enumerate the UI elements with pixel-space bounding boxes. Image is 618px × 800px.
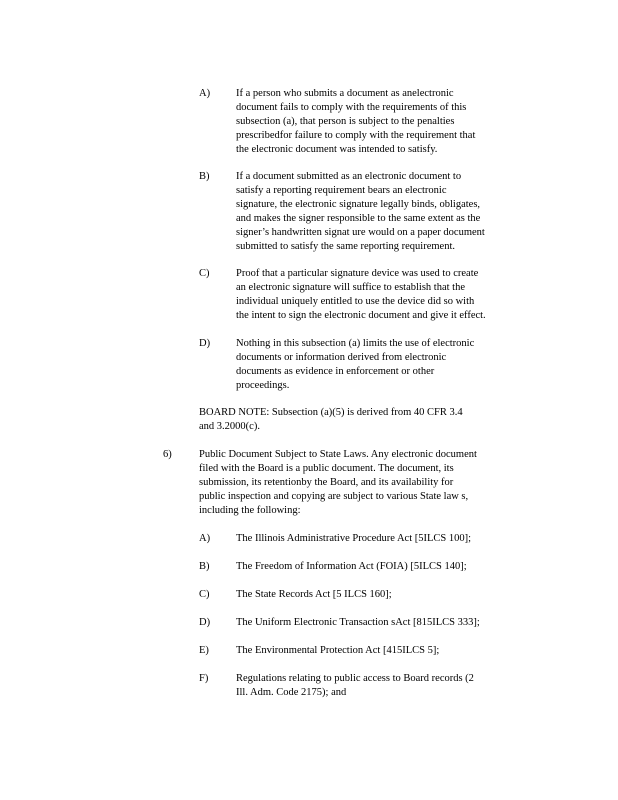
item-text: The State Records Act [5 ILCS 160]; bbox=[236, 589, 392, 600]
item-label: A) bbox=[199, 533, 211, 544]
item-text bbox=[236, 170, 500, 254]
text-line: prescribedfor failure to comply with the requirement that bbox=[236, 130, 476, 141]
text-line: document fails to comply with the requirements of this bbox=[236, 102, 467, 113]
text-line: including the following: bbox=[199, 505, 301, 516]
item-label: B) bbox=[199, 561, 210, 572]
text-line: and makes the signer responsible to the same extent as the bbox=[236, 213, 481, 224]
board-note bbox=[199, 406, 504, 434]
text-line: submitted to satisfy the same reporting requirement. bbox=[236, 241, 455, 252]
text-line: documents or information derived from electronic bbox=[236, 352, 447, 363]
item-label: D) bbox=[199, 338, 211, 349]
text-line: filed with the Board is a public document. The document, its bbox=[199, 463, 454, 474]
item-label: B) bbox=[199, 171, 210, 182]
item-text: The Uniform Electronic Transaction sAct [815ILCS 333]; bbox=[236, 617, 480, 628]
text-line: satisfy a reporting requirement bears an electronic bbox=[236, 185, 447, 196]
item-label: E) bbox=[199, 645, 209, 656]
text-line: an electronic signature will suffice to establish that the bbox=[236, 282, 465, 293]
text-line: BOARD NOTE: Subsection (a)(5) is derived from 40 CFR 3.4 bbox=[199, 407, 463, 418]
text-line: Nothing in this subsection (a) limits the use of electronic bbox=[236, 338, 475, 349]
item-text: The Freedom of Information Act (FOIA) [5ILCS 140]; bbox=[236, 561, 467, 572]
text-line: Ill. Adm. Code 2175); and bbox=[236, 687, 347, 698]
text-line: proceedings. bbox=[236, 380, 290, 391]
text-line: subsection (a), that person is subject to the penalties bbox=[236, 116, 455, 127]
item-text: The Illinois Administrative Procedure Act [5ILCS 100]; bbox=[236, 533, 472, 544]
text-line: submission, its retentionby the Board, and its availability for bbox=[199, 477, 454, 488]
item-text: The Environmental Protection Act [415ILCS 5]; bbox=[236, 645, 440, 656]
text-line: Regulations relating to public access to Board records (2 bbox=[236, 673, 474, 684]
text-line: Public Document Subject to State Laws. Any electronic document bbox=[199, 449, 477, 460]
item-label: D) bbox=[199, 617, 211, 628]
text-line: public inspection and copying are subject to various State law s, bbox=[199, 491, 469, 502]
section-text bbox=[199, 448, 513, 518]
text-line: the intent to sign the electronic document and give it effect. bbox=[236, 310, 486, 321]
text-line: Proof that a particular signature device was used to create bbox=[236, 268, 479, 279]
item-text bbox=[236, 267, 504, 323]
item-label: A) bbox=[199, 88, 211, 99]
item-label: C) bbox=[199, 268, 210, 279]
text-line: documents as evidence in enforcement or other bbox=[236, 366, 435, 377]
text-line: individual uniquely entitled to use the device did so with bbox=[236, 296, 475, 307]
item-text bbox=[236, 337, 500, 393]
section-label: 6) bbox=[163, 449, 172, 460]
item-text bbox=[236, 672, 506, 700]
text-line: signature, the electronic signature legally binds, obligates, bbox=[236, 199, 481, 210]
text-line: If a person who submits a document as anelectronic bbox=[236, 88, 454, 99]
item-label: C) bbox=[199, 589, 210, 600]
text-line: the electronic document was intended to satisfy. bbox=[236, 144, 438, 155]
text-line: and 3.2000(c). bbox=[199, 421, 260, 432]
text-line: If a document submitted as an electronic document to bbox=[236, 171, 462, 182]
text-line: signer’s handwritten signat ure would on a paper document bbox=[236, 227, 485, 238]
item-label: F) bbox=[199, 673, 209, 684]
item-text bbox=[236, 87, 500, 157]
